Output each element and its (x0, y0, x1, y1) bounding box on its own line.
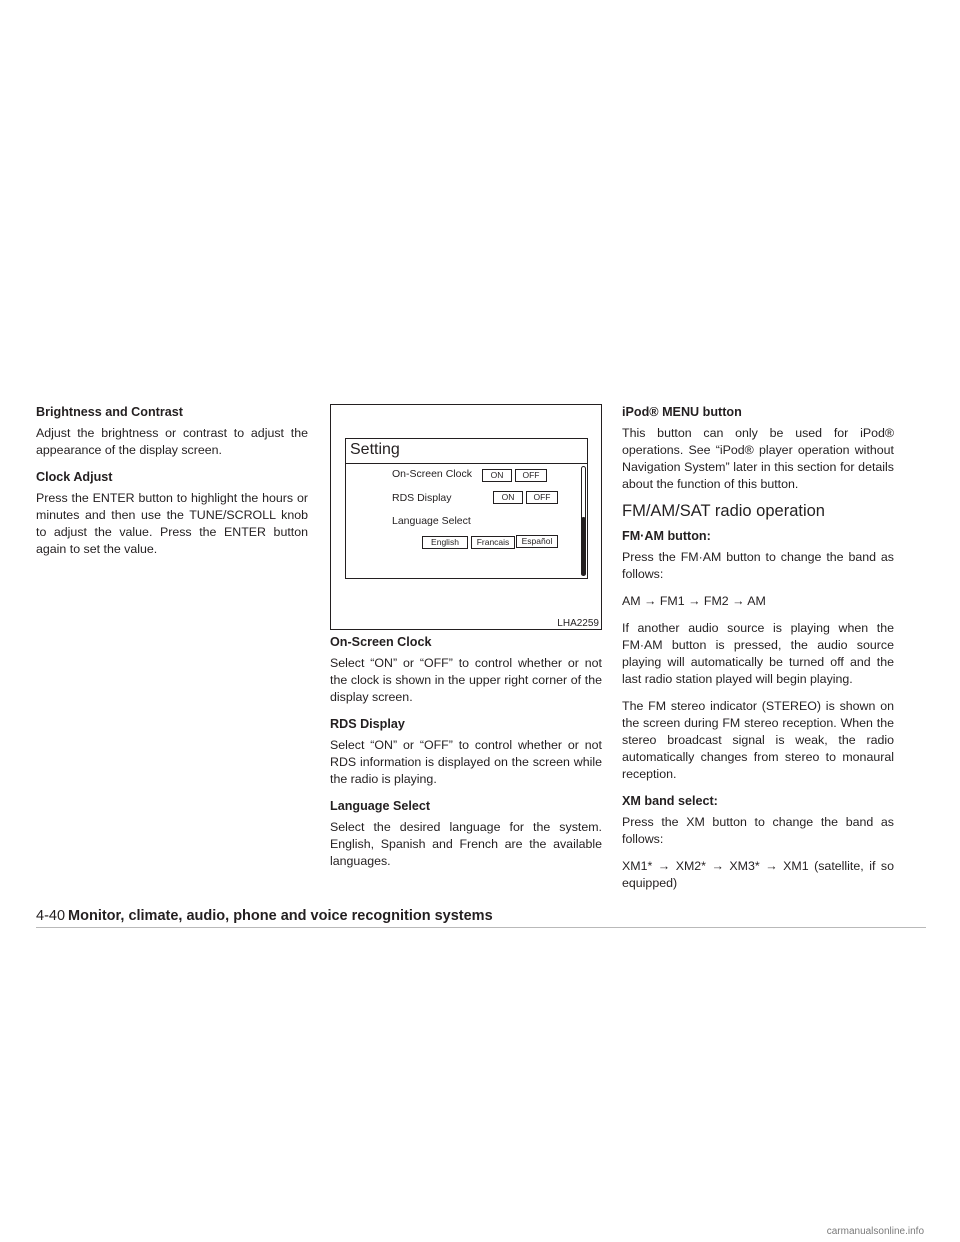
onscreen-clock-off-button[interactable]: OFF (515, 469, 547, 482)
heading-fm-am-sat: FM/AM/SAT radio operation (622, 502, 825, 520)
paragraph-ipod-menu: This button can only be used for iPod® operations. See “iPod® player operation without Navigation System” later in this section for details about the function of this button. (622, 426, 894, 491)
language-english-button[interactable]: English (422, 536, 468, 549)
heading-brightness-contrast: Brightness and Contrast (36, 405, 183, 419)
paragraph-onscreen-clock: Select “ON” or “OFF” to control whether or not the clock is shown in the upper right corner of the display screen. (330, 656, 602, 704)
right-column (622, 404, 894, 902)
settings-screen-figure (330, 404, 602, 630)
paragraph-language-select: Select the desired language for the system. English, Spanish and French are the available languages. (330, 820, 602, 868)
paragraph-xm-1: Press the XM button to change the band as follows: (622, 815, 894, 846)
scrollbar-thumb[interactable] (581, 517, 586, 576)
paragraph-fm-am-sequence: AM → FM1 → FM2 → AM (622, 594, 766, 608)
heading-onscreen-clock: On-Screen Clock (330, 635, 432, 649)
paragraph-brightness: Adjust the brightness or contrast to adjust the appearance of the display screen. (36, 426, 308, 457)
paragraph-clock-adjust: Press the ENTER button to highlight the hours or minutes and then use the TUNE/SCROLL knob to adjust the value. Press the ENTER button again to set the value. (36, 491, 308, 556)
heading-xm-band-select: XM band select: (622, 794, 718, 808)
page-footer (36, 908, 493, 924)
onscreen-clock-on-button[interactable]: ON (482, 469, 512, 482)
heading-fm-am-button: FM·AM button: (622, 529, 711, 543)
paragraph-fm-am-2: If another audio source is playing when the FM·AM button is pressed, the audio source playing will automatically be turned off and the last radio station played will begin playing. (622, 621, 894, 686)
footer-divider (36, 927, 926, 928)
watermark: carmanualsonline.info (826, 1226, 924, 1237)
page-number: 4-40 (36, 908, 66, 924)
rds-display-off-button[interactable]: OFF (526, 491, 558, 504)
heading-clock-adjust: Clock Adjust (36, 470, 113, 484)
paragraph-rds-display: Select “ON” or “OFF” to control whether or not RDS information is displayed on the screen while the radio is playing. (330, 738, 602, 786)
rds-display-on-button[interactable]: ON (493, 491, 523, 504)
settings-screen (345, 438, 588, 579)
language-francais-button[interactable]: Francais (471, 536, 515, 549)
heading-ipod-menu: iPod® MENU button (622, 405, 742, 419)
scrollbar[interactable] (581, 466, 586, 576)
heading-rds-display: RDS Display (330, 717, 405, 731)
language-select-label: Language Select (392, 515, 471, 527)
title-divider (346, 463, 587, 464)
onscreen-clock-label: On-Screen Clock (392, 468, 472, 480)
section-title: Monitor, climate, audio, phone and voice recognition systems (68, 908, 493, 924)
figure-label: LHA2259 (557, 618, 599, 629)
paragraph-xm-sequence: XM1* → XM2* → XM3* → XM1 (satellite, if so equipped) (622, 859, 894, 890)
screen-title: Setting (350, 441, 400, 458)
rds-display-label: RDS Display (392, 492, 452, 504)
paragraph-fm-am-1: Press the FM·AM button to change the band as follows: (622, 550, 894, 581)
heading-language-select: Language Select (330, 799, 431, 813)
left-column (36, 404, 308, 568)
middle-column (330, 634, 602, 880)
language-espanol-button[interactable]: Español (516, 535, 558, 548)
paragraph-fm-am-3: The FM stereo indicator (STEREO) is shown on the screen during FM stereo reception. When the stereo broadcast signal is weak, the radio automatically changes from stereo to monaural reception. (622, 699, 894, 781)
